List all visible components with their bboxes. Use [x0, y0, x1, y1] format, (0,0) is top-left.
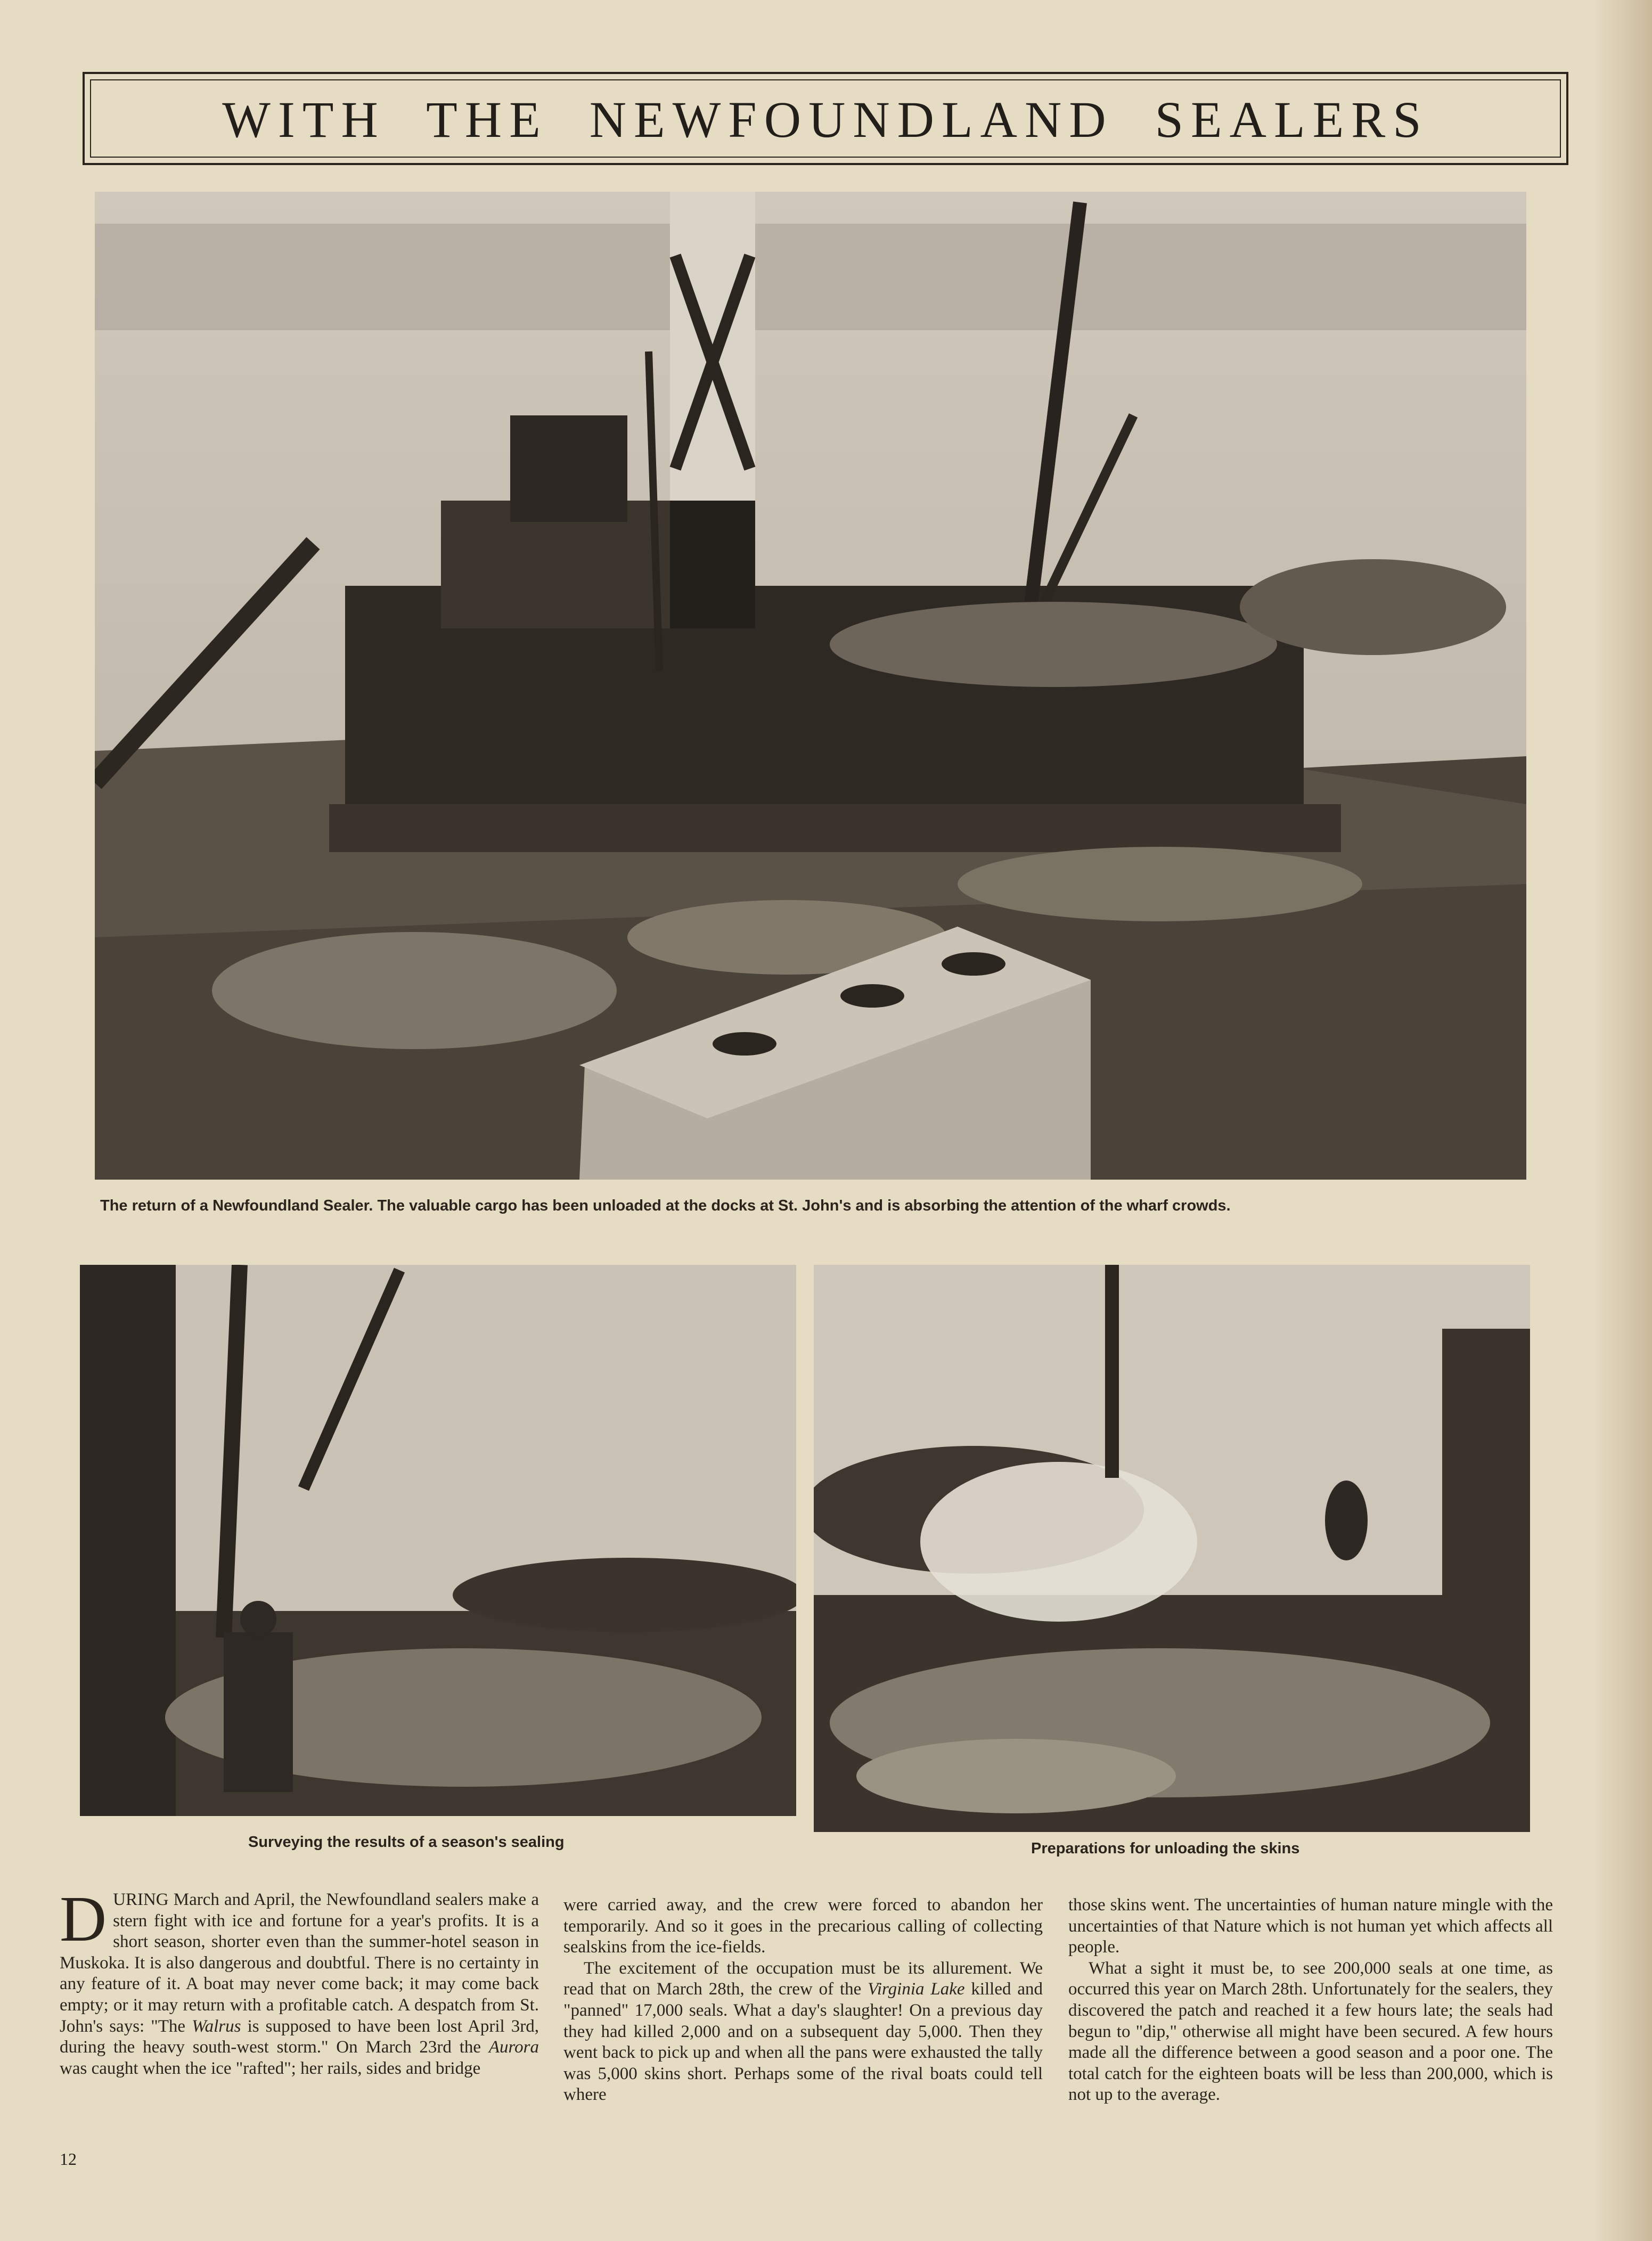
- page-edge-shadow: [1593, 0, 1652, 2241]
- paragraph: those skins went. The uncertainties of human nature mingle with the uncertainties of that Nature which is not human yet which affects all people.: [1068, 1895, 1553, 1957]
- article-column-1: [60, 1883, 539, 2079]
- caption-left: Surveying the results of a season's sealing: [248, 1834, 565, 1851]
- paragraph: were carried away, and the crew were forced to abandon her temporarily. And so it goes in the precarious calling of collecting sealskins from the ice-fields.: [563, 1895, 1043, 1957]
- page-number: 12: [60, 2149, 77, 2169]
- paragraph: DURING March and April, the Newfoundland sealers make a stern fight with ice and fortune for a year's profits. It is a short season, shorter even than the summer-hotel season in Muskoka. It is also dangerous and doubtful. There is no certainty in any feature of it. A boat may never come back; it may come back empty; or it may return with a profitable catch. A despatch from St. John's says: "The Walrus is supposed to have been lost April 3rd, during the heavy south-west storm." On March 23rd the Aurora was caught when the ice "rafted"; her rails, sides and bridge: [60, 1883, 539, 2078]
- paragraph: What a sight it must be, to see 200,000 seals at one time, as occurred this year on March 28th. Unfortunately for the sealers, they discovered the patch and reached it a few hours late; the seals had begun to "dip," otherwise all might have been secured. A few hours made all the difference between a good season and a poor one. The total catch for the eighteen boats will be less than 200,000, which is not up to the average.: [1068, 1958, 1553, 2105]
- photo-unloading-skins: [814, 1265, 1530, 1832]
- title-frame: [83, 72, 1568, 165]
- photo-surveying-catch: [80, 1265, 796, 1816]
- article-column-2: [563, 1895, 1043, 2106]
- article-column-3: [1068, 1895, 1553, 2106]
- drop-cap: D: [60, 1883, 107, 1955]
- photo-sealer-at-dock: [95, 192, 1526, 1180]
- paragraph: The excitement of the occupation must be its allurement. We read that on March 28th, the crew of the Virginia Lake killed and "panned" 17,000 seals. What a day's slaughter! On a previous day they had killed 2,000 and on a subsequent day 5,000. Then they went back to pick up and when all the pans were exhausted the tally was 5,000 skins short. Perhaps some of the rival boats could tell where: [563, 1958, 1043, 2105]
- caption-right: Preparations for unloading the skins: [1031, 1840, 1300, 1857]
- caption-main: The return of a Newfoundland Sealer. The valuable cargo has been unloaded at the docks at St. John's and is absorbing the attention of the wharf crowds.: [100, 1197, 1231, 1214]
- page-title: WITH THE NEWFOUNDLAND SEALERS: [222, 91, 1429, 148]
